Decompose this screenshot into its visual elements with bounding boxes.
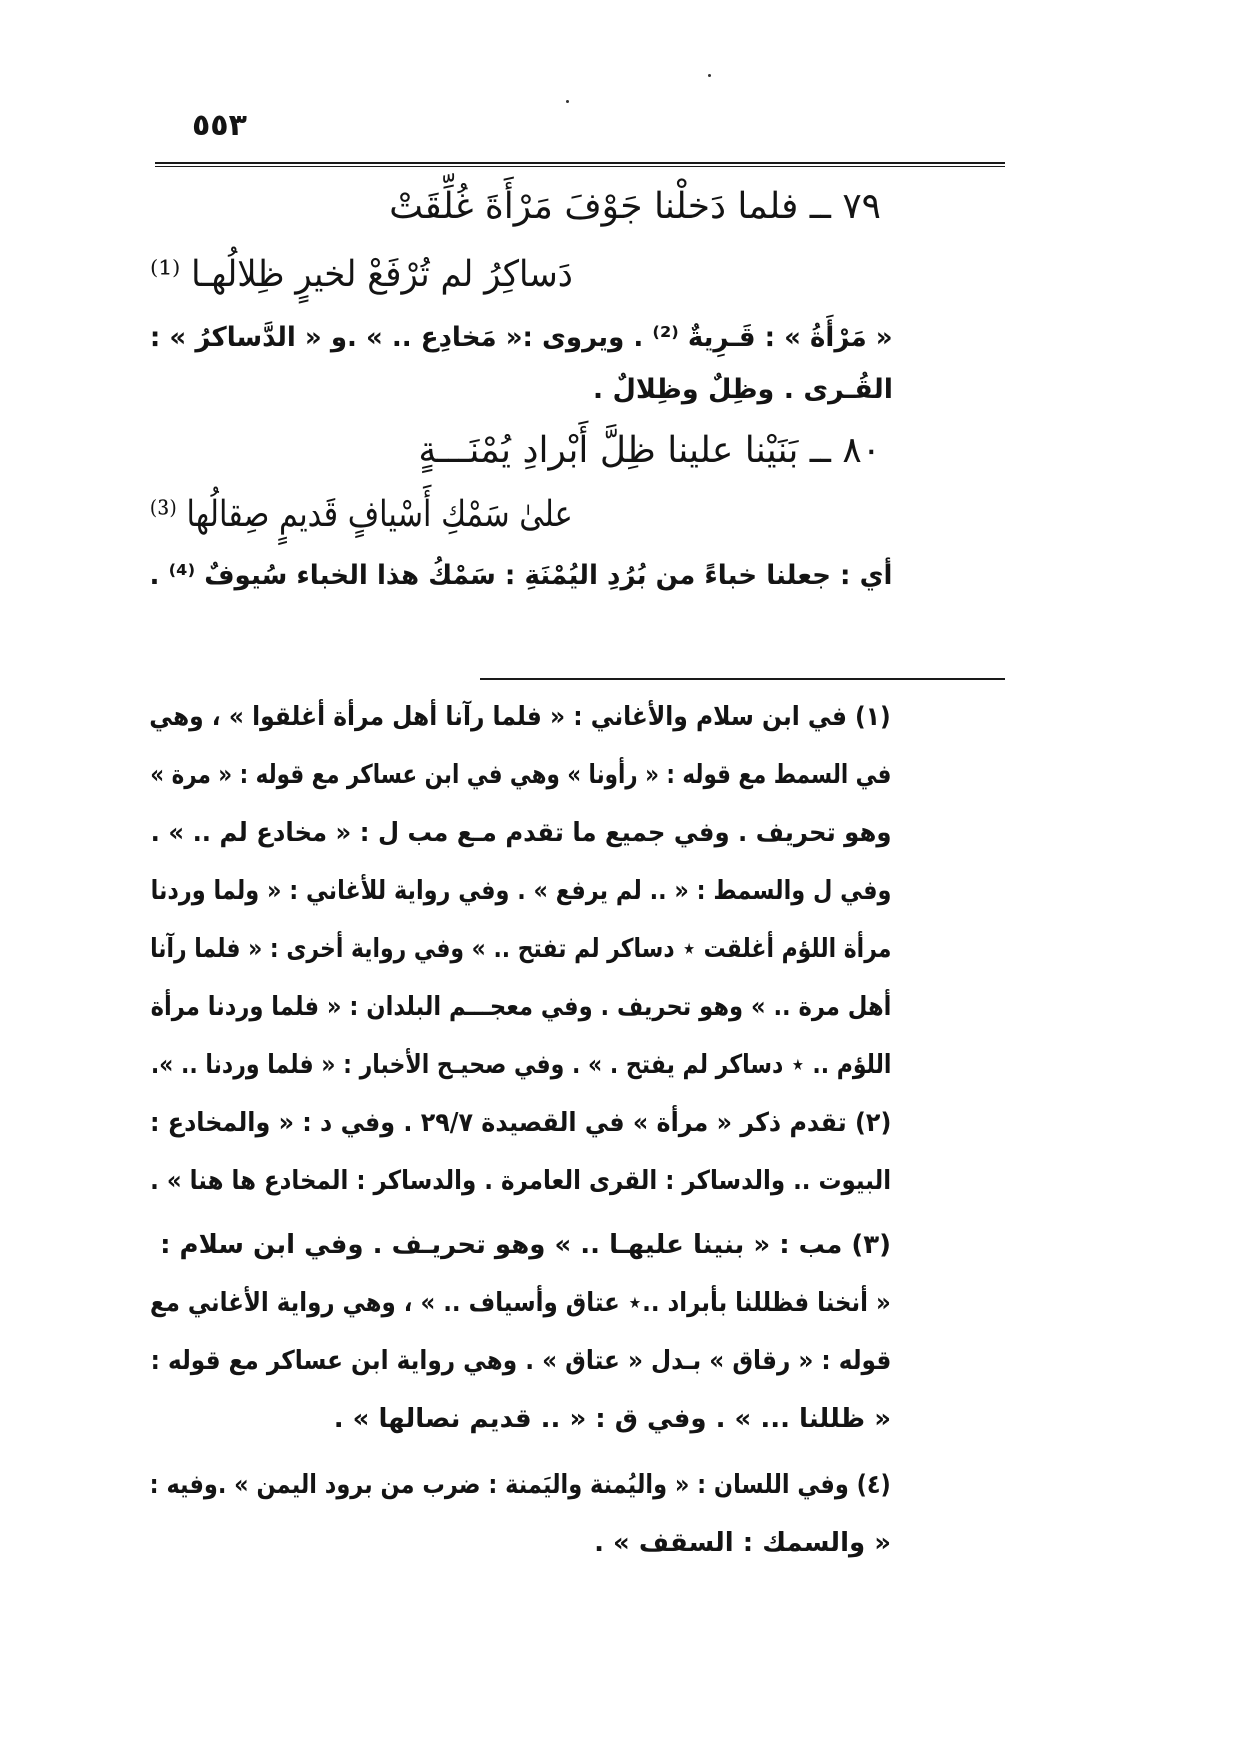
footnote-line: وفي ل والسمط : « .. لم يرفع » . وفي رواية للأغاني : « ولما وردنا xyxy=(150,876,891,906)
footnote-line: مرأة اللؤم أغلقت ⋆ دساكر لم تفتح .. » وفي رواية أخرى : « فلما رآنا xyxy=(149,934,891,964)
footnote-line: اللؤم .. ⋆ دساكر لم يفتح . » . وفي صحيـح الأخبار : « فلما وردنا .. ». xyxy=(150,1050,891,1080)
footnote-line: (١) في ابن سلام والأغاني : « فلما رآنا أهل مرأة أغلقوا » ، وهي xyxy=(149,702,891,732)
footnote-line: « أنخنا فظللنا بأبراد ..⋆ عتاق وأسياف .. » ، وهي رواية الأغاني مع xyxy=(150,1288,891,1318)
footnote-line: قوله : « رقاق » بـدل « عتاق » . وهي رواية ابن عساكر مع قوله : xyxy=(150,1346,891,1376)
page-number: ٥٥٣ xyxy=(192,108,247,143)
footnote-line: (٢) تقدم ذكر « مرأة » في القصيدة ٢٩/٧ . وفي د : « والمخادع : xyxy=(149,1108,891,1138)
footnote-line: (٤) وفي اللسان : « واليُمنة واليَمنة : ضرب من برود اليمن » .وفيه : xyxy=(149,1470,891,1500)
header-rule xyxy=(155,162,1005,164)
gloss-line: أي : جعلنا خباءً من بُرُدِ اليُمْنَةِ : سَمْكُ هذا الخباء سُيوفٌ ⁽⁴⁾ . xyxy=(150,560,894,591)
footnote-line: (٣) مب : « بنينا عليهـا .. » وهو تحريـف . وفي ابن سلام : xyxy=(160,1230,891,1260)
verse-79-second-hemistich: دَساكِرُ لم تُرْفَعْ لخيرٍ ظِلالُهـا ⁽¹⁾ xyxy=(150,254,573,295)
scan-speck xyxy=(708,74,711,77)
gloss-line: القُـرى . وظِلٌ وظِلالٌ . xyxy=(592,374,893,405)
verse-80-second-hemistich: علىٰ سَمْكِ أَسْيافٍ قَديمٍ صِقالُها ⁽³⁾ xyxy=(150,494,573,535)
verse-80-first-hemistich: ٨٠ ــ بَنَيْنا علينا ظِلَّ أَبْرادِ يُمْنَـــةٍ xyxy=(418,430,881,471)
scan-speck xyxy=(566,100,569,103)
footnote-line: وهو تحريف . وفي جميع ما تقدم مـع مب ل : « مخادع لم .. » . xyxy=(150,818,891,848)
footnote-line: « ظللنا ... » . وفي ق : « .. قديم نصالها » . xyxy=(333,1404,891,1434)
footnote-line: « والسمك : السقف » . xyxy=(594,1528,891,1558)
header-rule-thin xyxy=(155,166,1005,167)
gloss-line: « مَرْأَةُ » : قَـرِيةٌ ⁽²⁾ . ويروى :« مَخادِع .. » .و « الدَّساكرُ » : xyxy=(150,322,893,353)
footnote-line: أهل مرة .. » وهو تحريف . وفي معجـــم البلدان : « فلما وردنا مرأة xyxy=(150,992,891,1022)
verse-79-first-hemistich: ٧٩ ــ فلما دَخلْنا جَوْفَ مَرْأَةَ غُلِّقَتْ xyxy=(389,186,881,227)
footnote-line: في السمط مع قوله : « رأونا » وهي في ابن عساكر مع قوله : « مرة » xyxy=(149,760,891,790)
footnote-separator xyxy=(480,678,1005,680)
footnote-line: البيوت .. والدساكر : القرى العامرة . والدساكر : المخادع ها هنا » . xyxy=(150,1166,891,1196)
